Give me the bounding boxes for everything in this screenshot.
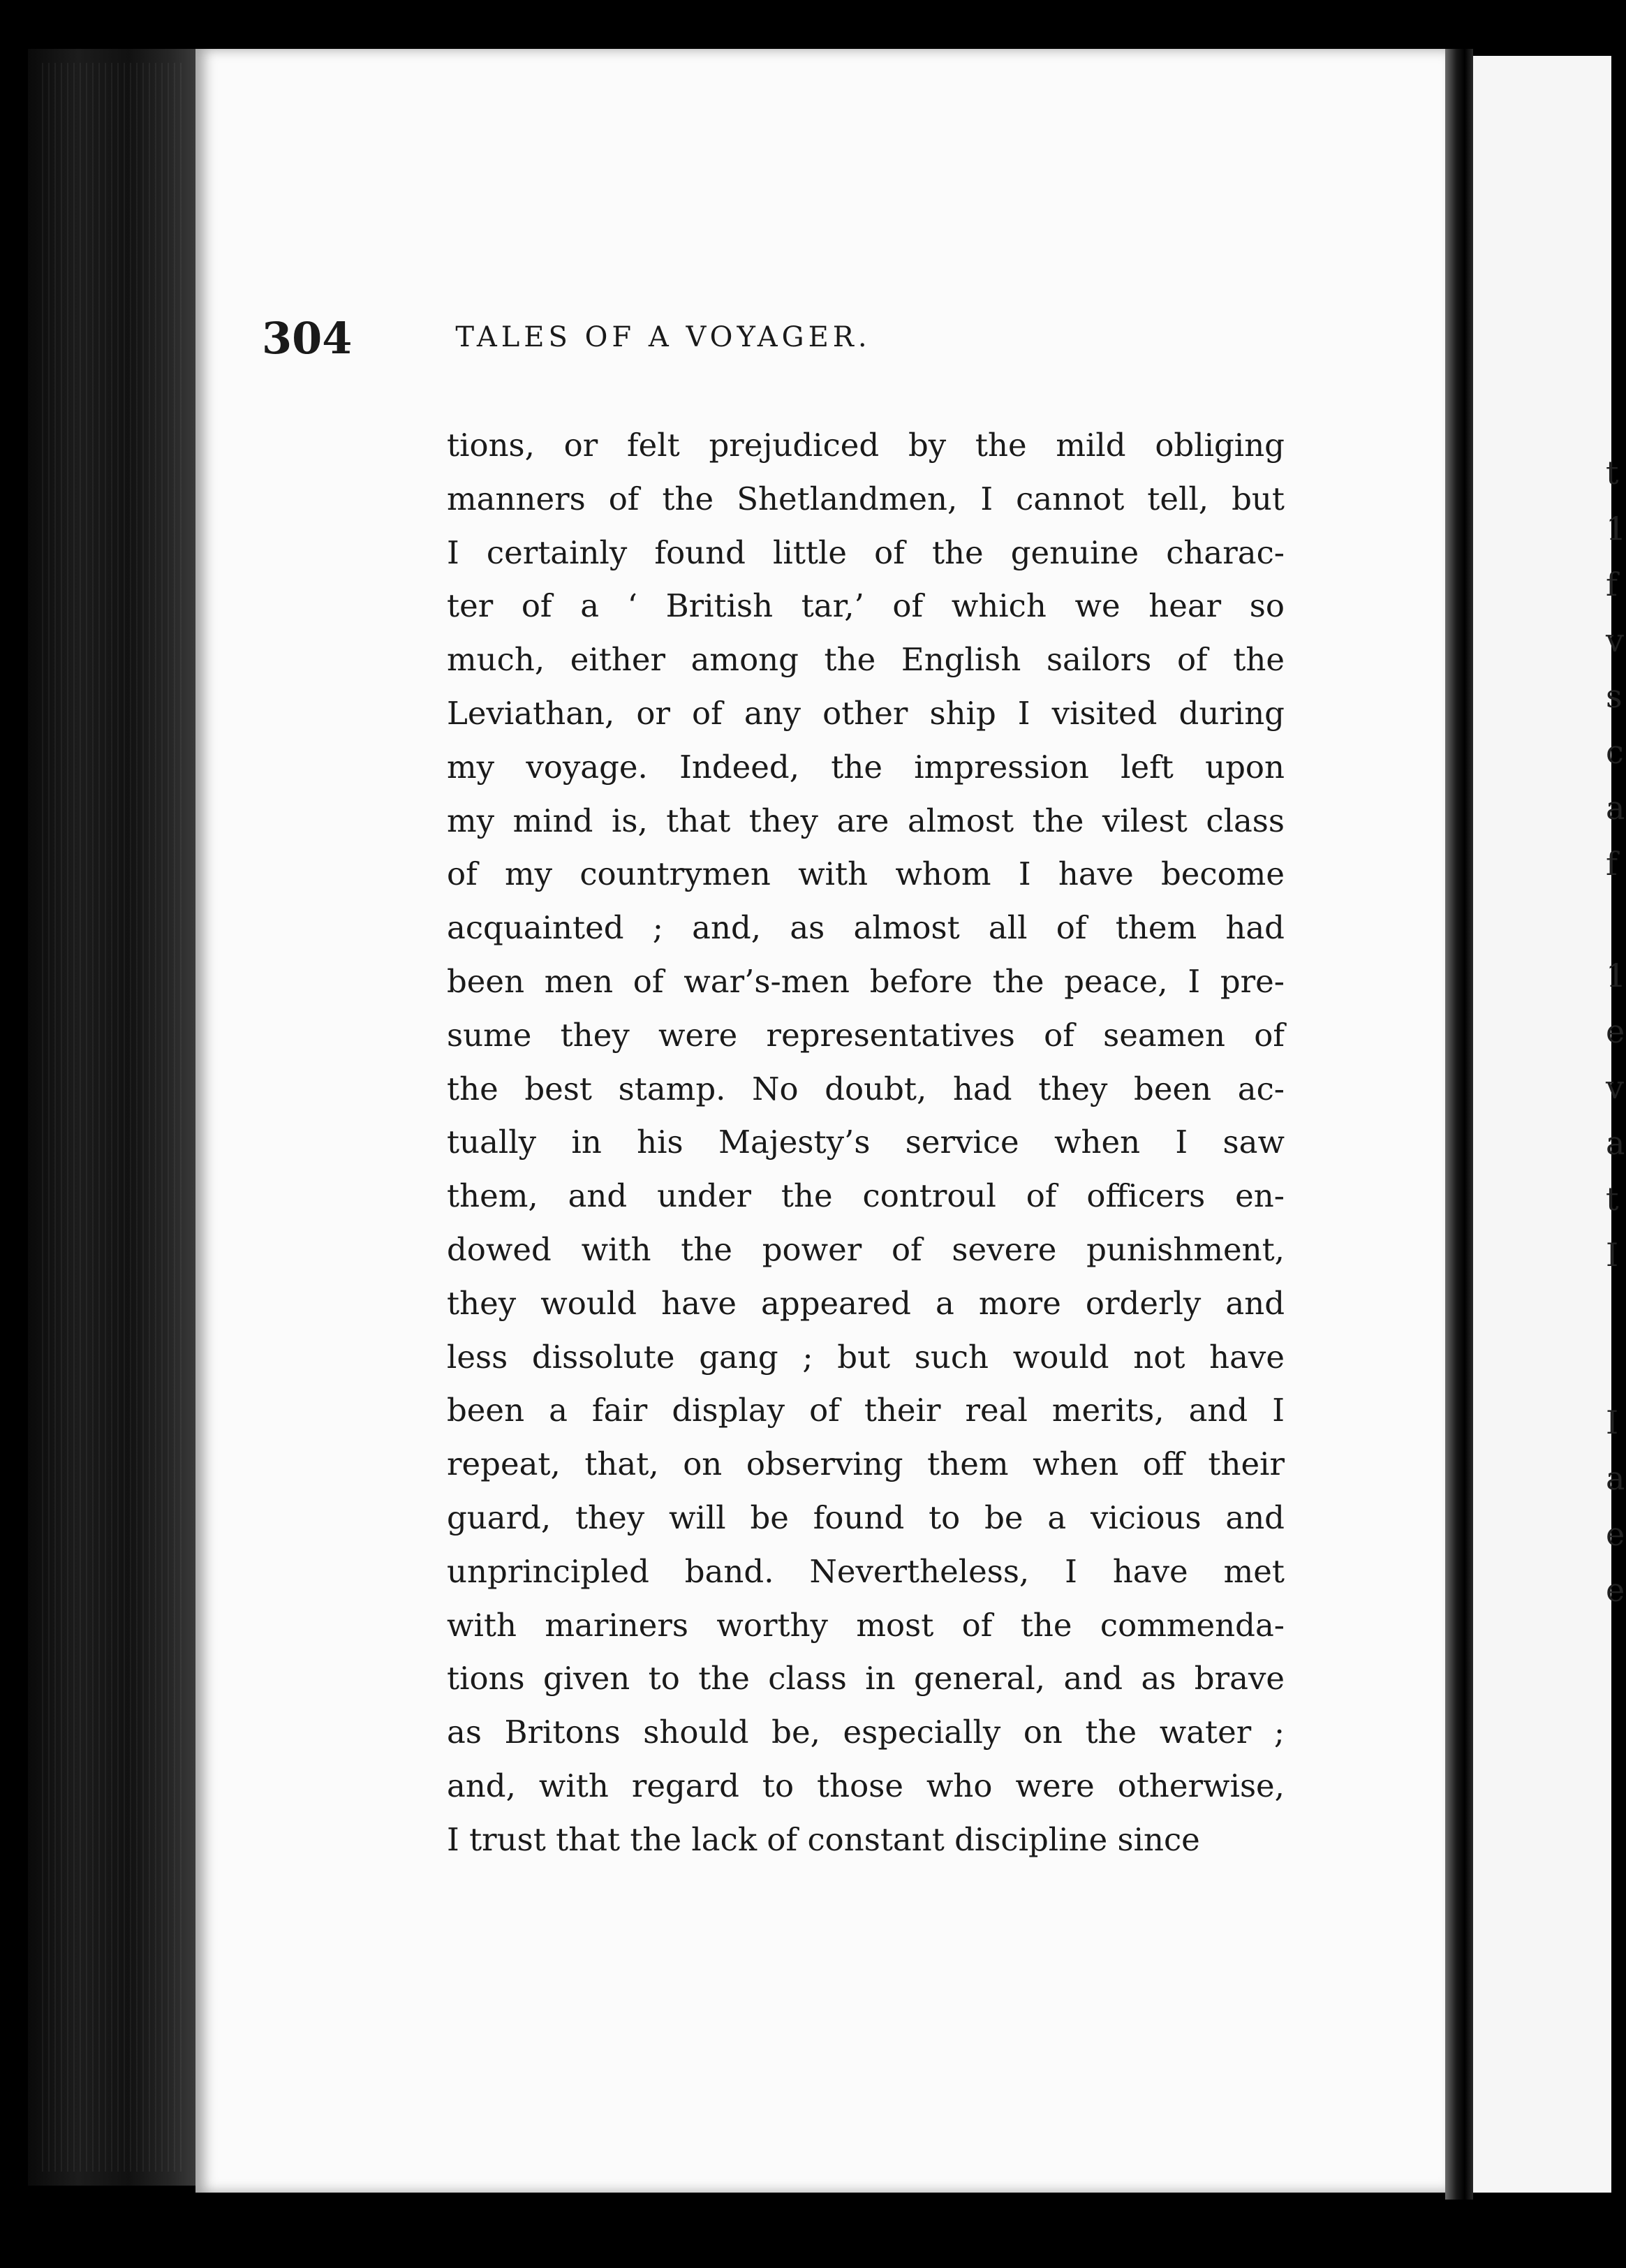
page-number: 304 (262, 313, 353, 364)
running-head (262, 313, 1309, 369)
text-line: been a fair display of their real merits, and I (447, 1392, 1285, 1429)
text-line: ter of a ‘ British tar,’ of which we hear so (447, 587, 1285, 625)
facing-page-fragment: f (1606, 845, 1618, 883)
facing-page-fragment: v (1606, 1068, 1624, 1106)
facing-page-fragment: v (1606, 621, 1624, 659)
facing-page-fragment: t (1606, 1180, 1619, 1218)
text-line: repeat, that, on observing them when off their (447, 1445, 1285, 1483)
facing-page (1473, 56, 1626, 2193)
text-line: as Britons should be, especially on the water ; (447, 1714, 1285, 1751)
text-line: the best stamp. No doubt, had they been ac- (447, 1070, 1285, 1107)
text-line: of my countrymen with whom I have become (447, 855, 1285, 893)
facing-page-fragment: a (1606, 789, 1625, 827)
text-line: with mariners worthy most of the commenda- (447, 1606, 1285, 1644)
text-line: tually in his Majesty’s service when I saw (447, 1124, 1285, 1161)
text-line: much, either among the English sailors of the (447, 641, 1285, 679)
facing-page-fragment: 1 (1606, 957, 1626, 994)
text-line: less dissolute gang ; but such would not have (447, 1338, 1285, 1376)
facing-page-fragment: f (1606, 566, 1618, 603)
text-line: I certainly found little of the genuine charac- (447, 533, 1285, 571)
facing-page-fragment: e (1606, 1012, 1625, 1050)
text-line: them, and under the controul of officers en- (447, 1177, 1285, 1215)
text-line: they would have appeared a more orderly and (447, 1284, 1285, 1322)
text-line: been men of war’s-men before the peace, I pre- (447, 962, 1285, 1000)
book-gutter (1445, 49, 1473, 2200)
facing-page-fragment: e (1606, 1515, 1625, 1553)
facing-page-fragment: a (1606, 1124, 1625, 1162)
text-line: my mind is, that they are almost the vilest class (447, 802, 1285, 839)
text-line: manners of the Shetlandmen, I cannot tell, but (447, 480, 1285, 517)
text-line: unprincipled band. Nevertheless, I have met (447, 1552, 1285, 1590)
facing-page-fragment: I (1606, 1404, 1619, 1441)
text-line: and, with regard to those who were otherwise, (447, 1767, 1285, 1804)
text-line: guard, they will be found to be a vicious and (447, 1498, 1285, 1536)
facing-page-fragment: a (1606, 1459, 1625, 1497)
facing-page-fragment: I (1606, 1236, 1619, 1274)
text-line: I trust that the lack of constant discipline since (447, 1820, 1200, 1858)
text-line: sume they were representatives of seamen of (447, 1016, 1285, 1054)
page-edges (42, 63, 182, 2172)
text-line: tions given to the class in general, and as brave (447, 1660, 1285, 1698)
text-line: Leviathan, or of any other ship I visited during (447, 694, 1285, 732)
text-line: tions, or felt prejudiced by the mild obliging (447, 427, 1285, 464)
facing-page-fragment: s (1606, 677, 1623, 715)
text-line: dowed with the power of severe punishment, (447, 1230, 1285, 1268)
text-line: my voyage. Indeed, the impression left upon (447, 748, 1285, 786)
facing-page-fragment: e (1606, 1571, 1625, 1609)
facing-page-fragment: c (1606, 733, 1624, 771)
facing-page-fragment: 1 (1606, 510, 1626, 547)
running-title: TALES OF A VOYAGER. (455, 321, 871, 353)
body-text (447, 419, 1285, 1867)
facing-page-fragment: t (1606, 454, 1619, 492)
text-line: acquainted ; and, as almost all of them had (447, 909, 1285, 947)
